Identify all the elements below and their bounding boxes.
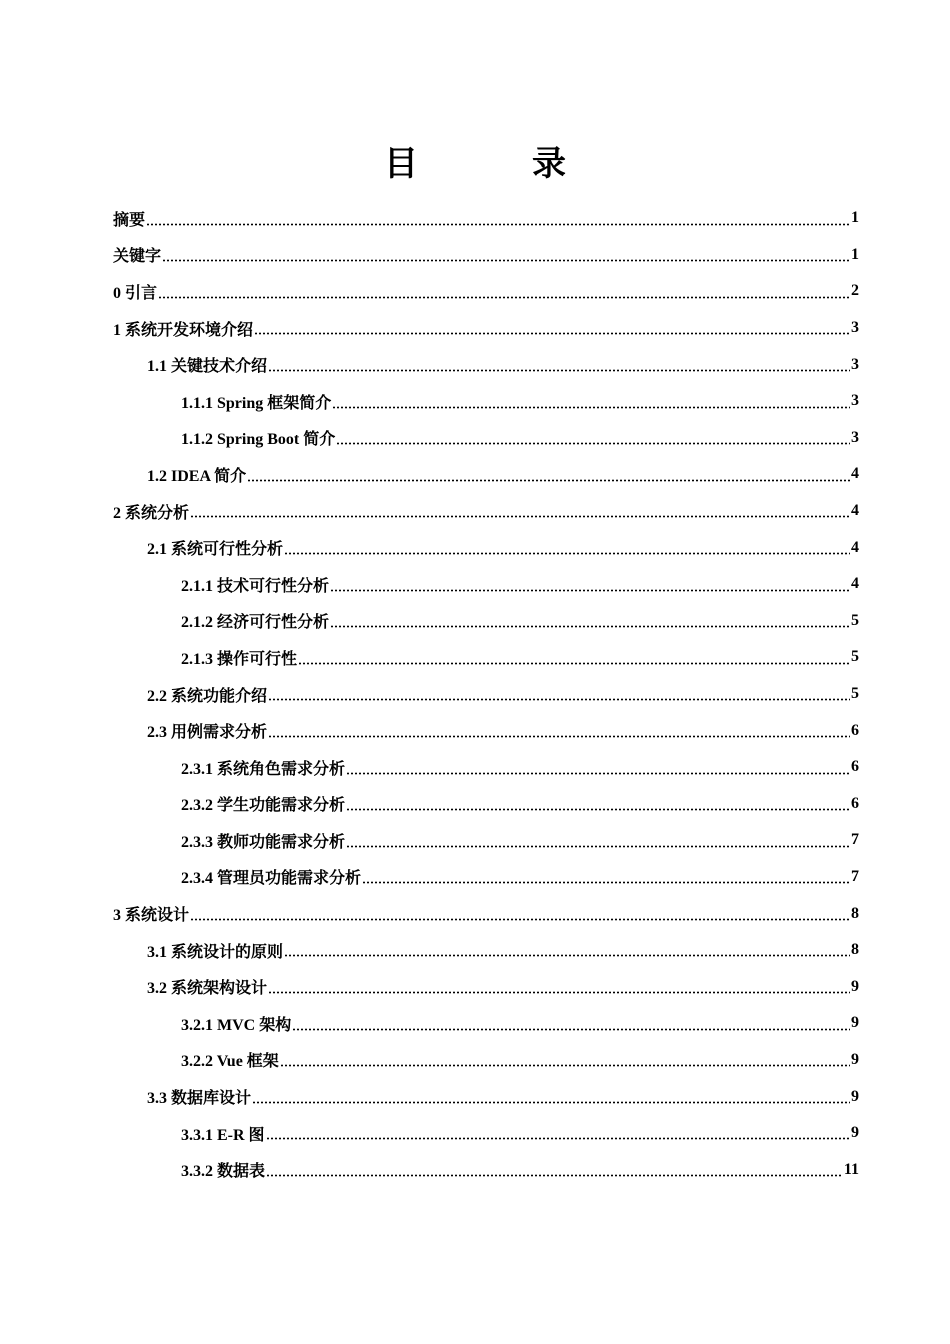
toc-entry-page-number: 3 [851, 428, 859, 446]
toc-entry[interactable] [113, 273, 859, 310]
toc-entry[interactable] [113, 529, 859, 566]
toc-entry[interactable] [113, 895, 859, 932]
toc-entry-page-number: 7 [851, 867, 859, 885]
toc-dot-leader [332, 399, 850, 409]
toc-dot-leader [280, 1057, 850, 1067]
toc-entry[interactable] [113, 786, 859, 823]
toc-entry-label: 3.2.2 Vue 框架 [181, 1053, 279, 1071]
toc-entry-label: 1.1 关键技术介绍 [147, 358, 268, 376]
toc-entry-label: 2.3 用例需求分析 [147, 724, 268, 742]
toc-entry-label: 3.2.1 MVC 架构 [181, 1016, 292, 1034]
toc-entry-label: 3.3.1 E-R 图 [181, 1126, 265, 1144]
toc-entry-page-number: 3 [851, 392, 859, 410]
toc-entry[interactable] [113, 346, 859, 383]
toc-entry-page-number: 9 [851, 1087, 859, 1105]
toc-entry[interactable] [113, 237, 859, 274]
toc-dot-leader [346, 801, 850, 811]
toc-dot-leader [190, 508, 850, 518]
toc-entry-label: 3.1 系统设计的原则 [147, 943, 284, 961]
toc-entry-page-number: 6 [851, 758, 859, 776]
toc-dot-leader [268, 984, 850, 994]
toc-entry[interactable] [113, 493, 859, 530]
toc-entry-label: 3 系统设计 [113, 907, 190, 925]
toc-entry-page-number: 5 [851, 685, 859, 703]
toc-entry-label: 2.3.2 学生功能需求分析 [181, 797, 346, 815]
toc-dot-leader [346, 765, 850, 775]
toc-entry-label: 2.3.3 教师功能需求分析 [181, 833, 346, 851]
toc-entry[interactable] [113, 566, 859, 603]
toc-entry-label: 3.3 数据库设计 [147, 1090, 252, 1108]
toc-entry[interactable] [113, 420, 859, 457]
toc-entry-label: 2.1.1 技术可行性分析 [181, 577, 330, 595]
toc-dot-leader [190, 911, 850, 921]
toc-entry-page-number: 4 [851, 465, 859, 483]
toc-dot-leader [284, 545, 850, 555]
toc-entry-label: 2.1.3 操作可行性 [181, 650, 298, 668]
toc-entry-page-number: 5 [851, 648, 859, 666]
toc-dot-leader [268, 691, 850, 701]
toc-entry-page-number: 4 [851, 502, 859, 520]
page-title: 目 录 [384, 144, 606, 184]
toc-dot-leader [252, 1094, 850, 1104]
toc-entry-page-number: 5 [851, 611, 859, 629]
toc-entry-page-number: 3 [851, 355, 859, 373]
toc-entry-page-number: 9 [851, 1124, 859, 1142]
toc-dot-leader [266, 1167, 843, 1177]
toc-entry[interactable] [113, 822, 859, 859]
toc-dot-leader [146, 216, 850, 226]
toc-entry-page-number: 8 [851, 941, 859, 959]
toc-dot-leader [247, 472, 850, 482]
toc-entry[interactable] [113, 200, 859, 237]
toc-dot-leader [330, 618, 850, 628]
toc-entry-page-number: 8 [851, 904, 859, 922]
toc-entry-label: 3.3.2 数据表 [181, 1163, 266, 1181]
table-of-contents [113, 200, 859, 1188]
toc-dot-leader [336, 435, 850, 445]
toc-entry-label: 3.2 系统架构设计 [147, 980, 268, 998]
toc-dot-leader [266, 1130, 850, 1140]
toc-entry[interactable] [113, 859, 859, 896]
toc-entry-label: 2.2 系统功能介绍 [147, 687, 268, 705]
toc-entry[interactable] [113, 749, 859, 786]
toc-dot-leader [162, 252, 850, 262]
toc-entry[interactable] [113, 639, 859, 676]
toc-entry-page-number: 1 [851, 245, 859, 263]
toc-entry-label: 摘要 [113, 211, 146, 229]
toc-entry[interactable] [113, 676, 859, 713]
toc-entry-page-number: 7 [851, 831, 859, 849]
toc-entry[interactable] [113, 456, 859, 493]
toc-entry[interactable] [113, 968, 859, 1005]
toc-dot-leader [298, 655, 850, 665]
toc-entry-page-number: 6 [851, 721, 859, 739]
toc-entry-page-number: 9 [851, 1014, 859, 1032]
toc-dot-leader [268, 728, 850, 738]
toc-dot-leader [346, 838, 850, 848]
toc-entry[interactable] [113, 310, 859, 347]
toc-entry-label: 2.3.4 管理员功能需求分析 [181, 870, 362, 888]
toc-entry-label: 关键字 [113, 248, 162, 266]
toc-entry[interactable] [113, 712, 859, 749]
toc-entry-page-number: 9 [851, 1050, 859, 1068]
toc-dot-leader [268, 362, 850, 372]
toc-entry[interactable] [113, 1042, 859, 1079]
toc-entry-page-number: 2 [851, 282, 859, 300]
toc-entry-label: 2.1.2 经济可行性分析 [181, 614, 330, 632]
toc-entry[interactable] [113, 1005, 859, 1042]
toc-entry[interactable] [113, 1078, 859, 1115]
toc-entry-label: 2 系统分析 [113, 504, 190, 522]
toc-entry-page-number: 9 [851, 977, 859, 995]
toc-entry-label: 1 系统开发环境介绍 [113, 321, 254, 339]
toc-dot-leader [254, 325, 850, 335]
toc-entry-page-number: 11 [843, 1160, 859, 1178]
toc-dot-leader [292, 1021, 850, 1031]
toc-dot-leader [330, 582, 850, 592]
toc-dot-leader [158, 289, 850, 299]
toc-entry[interactable] [113, 1151, 859, 1188]
toc-entry[interactable] [113, 383, 859, 420]
toc-entry-label: 1.2 IDEA 简介 [147, 467, 247, 485]
toc-dot-leader [362, 874, 850, 884]
toc-entry-label: 1.1.2 Spring Boot 简介 [181, 431, 336, 449]
toc-entry-page-number: 1 [851, 209, 859, 227]
toc-entry-label: 2.1 系统可行性分析 [147, 541, 284, 559]
toc-entry-page-number: 6 [851, 794, 859, 812]
toc-entry-page-number: 4 [851, 538, 859, 556]
toc-entry-page-number: 4 [851, 575, 859, 593]
toc-entry-label: 2.3.1 系统角色需求分析 [181, 760, 346, 778]
toc-entry-label: 1.1.1 Spring 框架简介 [181, 394, 332, 412]
toc-entry[interactable] [113, 1115, 859, 1152]
toc-entry-page-number: 3 [851, 319, 859, 337]
toc-entry[interactable] [113, 603, 859, 640]
toc-entry[interactable] [113, 932, 859, 969]
toc-entry-label: 0 引言 [113, 284, 158, 302]
toc-dot-leader [284, 947, 850, 957]
